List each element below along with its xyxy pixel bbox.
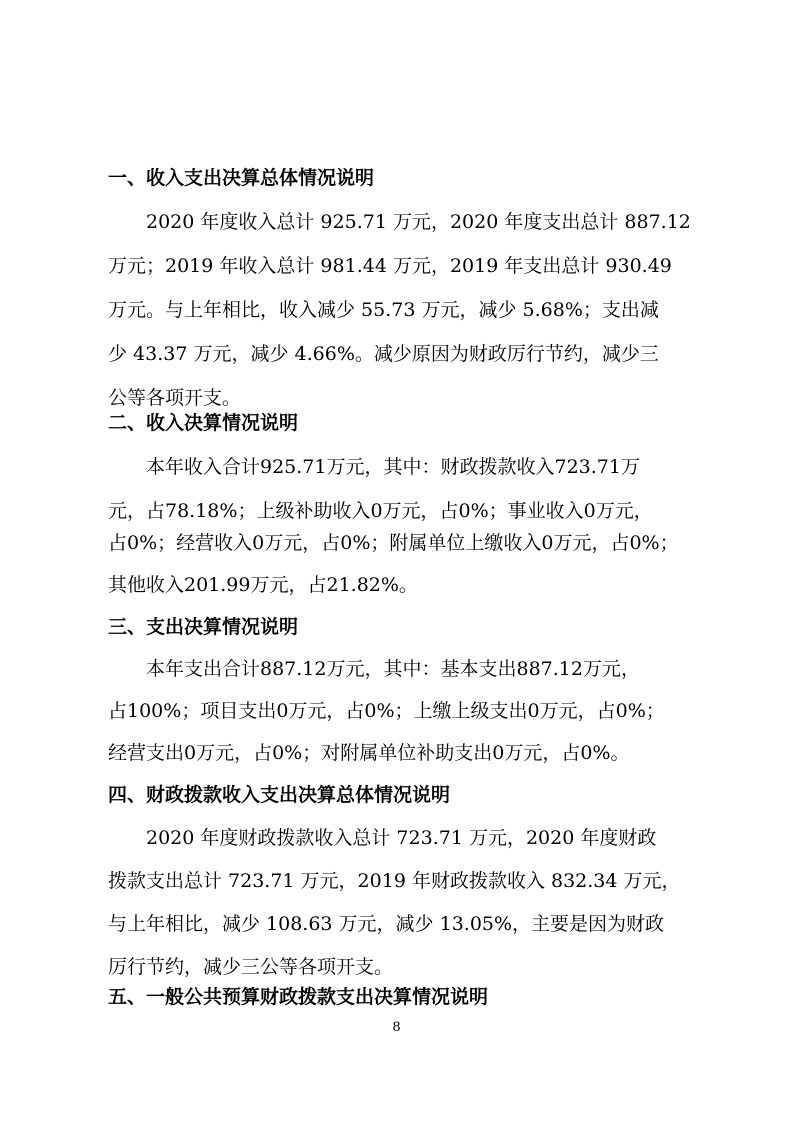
section-heading-4: 四、财政拨款收入支出决算总体情况说明: [108, 784, 451, 806]
paragraph-line: 厉行节约，减少三公等各项开支。: [108, 956, 394, 978]
section-heading-1: 一、收入支出决算总体情况说明: [108, 167, 375, 189]
paragraph-line: 本年收入合计925.71万元，其中：财政拨款收入723.71万: [146, 456, 640, 478]
section-heading-2: 二、收入决算情况说明: [108, 412, 299, 434]
page-number: 8: [392, 1020, 401, 1035]
paragraph-line: 占0%；经营收入0万元，占0%；附属单位上缴收入0万元，占0%；: [108, 532, 679, 554]
paragraph-line: 2020 年度财政拨款收入总计 723.71 万元，2020 年度财政: [146, 827, 657, 849]
paragraph-line: 其他收入201.99万元，占21.82%。: [108, 574, 418, 596]
paragraph-line: 2020 年度收入总计 925.71 万元，2020 年度支出总计 887.12: [146, 211, 691, 233]
paragraph-line: 少 43.37 万元，减少 4.66%。减少原因为财政厉行节约，减少三: [108, 343, 659, 365]
section-heading-5: 五、一般公共预算财政拨款支出决算情况说明: [108, 986, 489, 1008]
paragraph-line: 公等各项开支。: [108, 387, 242, 409]
paragraph-line: 拨款支出总计 723.71 万元，2019 年财政拨款收入 832.34 万元，: [108, 870, 681, 892]
paragraph-line: 与上年相比，减少 108.63 万元，减少 13.05%，主要是因为财政: [108, 913, 665, 935]
paragraph-line: 占100%；项目支出0万元，占0%；上缴上级支出0万元，占0%；: [108, 700, 665, 722]
paragraph-line: 本年支出合计887.12万元，其中：基本支出887.12万元，: [146, 658, 640, 680]
paragraph-line: 经营支出0万元，占0%；对附属单位补助支出0万元，占0%。: [108, 742, 630, 764]
section-heading-3: 三、支出决算情况说明: [108, 616, 299, 638]
paragraph-line: 万元；2019 年收入总计 981.44 万元，2019 年支出总计 930.49: [108, 255, 672, 277]
paragraph-line: 万元。与上年相比，收入减少 55.73 万元，减少 5.68%；支出减: [108, 299, 659, 321]
paragraph-line: 元，占78.18%；上级补助收入0万元，占0%；事业收入0万元，: [108, 500, 653, 522]
